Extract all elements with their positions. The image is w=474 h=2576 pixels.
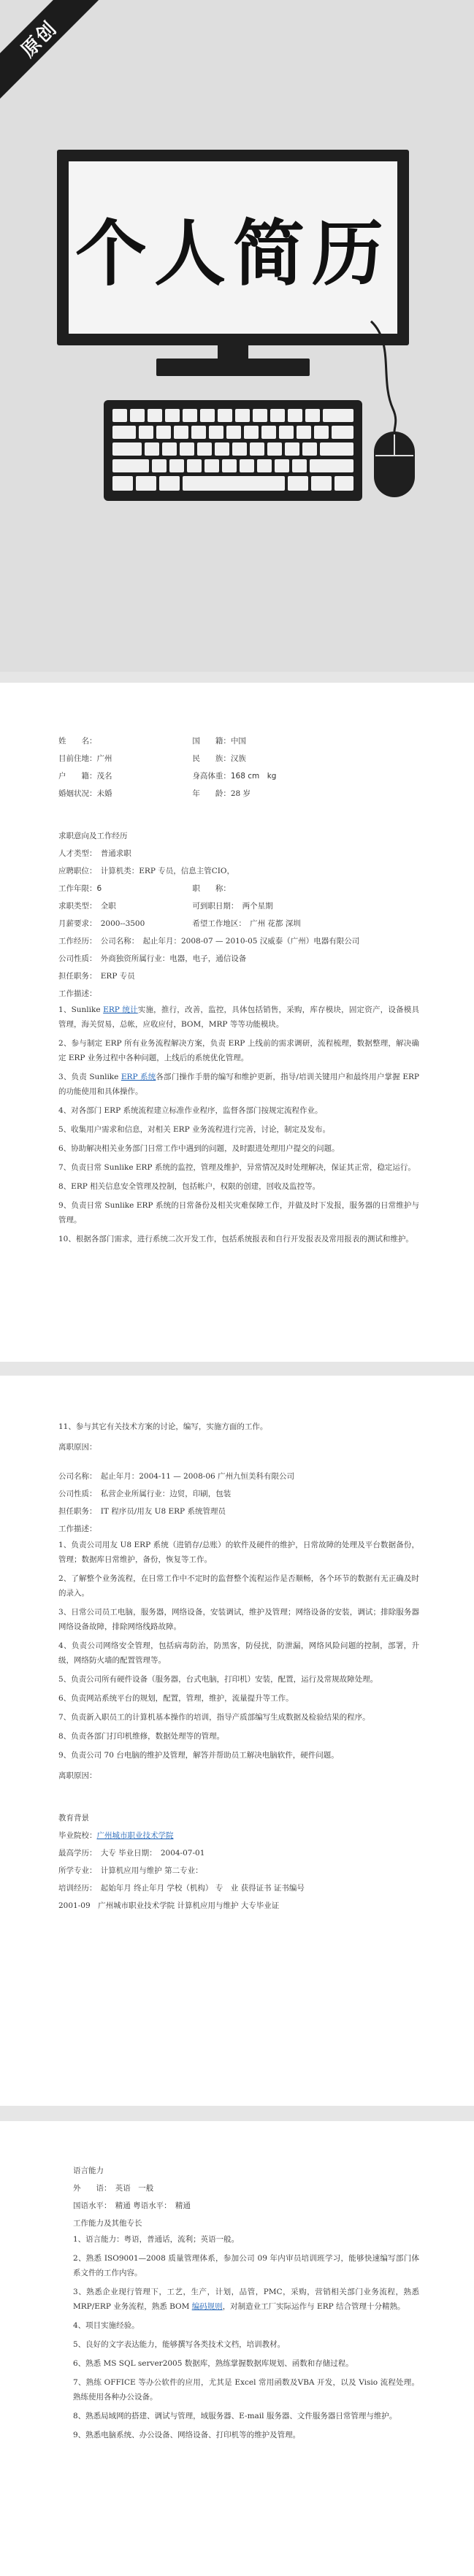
bom-link[interactable]: 编码规则 [191,2302,223,2311]
degree-row: 最高学历： 大专 毕业日期： 2004-07-01 [58,1849,205,1858]
info-value: 广州 [96,754,112,763]
school-row [58,1827,419,1844]
duties-heading: 工作描述： [58,989,97,998]
company2-position: 担任职务： IT 程序员/用友 U8 ERP 系统管理员 [58,1507,226,1516]
original-badge-text: 原创 [17,17,62,62]
resume-page-1 [0,683,474,1362]
skill-item: 4、项目实施经验。 [73,2321,139,2330]
foreign-language: 外 语： 英语 一般 [73,2184,154,2193]
years-label: 工作年限： [58,884,97,893]
info-value: 茂名 [96,772,112,781]
duty-item: 2、参与制定 ERP 所有业务流程解决方案，负责 ERP 上线前的需求调研，流程梳理，数据整理，解决确定 ERP 业务过程中各种问题，上线后的系统优化管理。 [58,1039,419,1062]
info-label: 婚姻状况： [58,789,97,798]
duty-item: 5、收集用户需求和信息，对相关 ERP 业务流程进行完善，讨论，制定及发布。 [58,1125,330,1134]
major-row: 所学专业： 计算机应用与维护 第二专业： [58,1866,203,1875]
skill-item: 2、熟悉 ISO9001—2008 质量管理体系，参加公司 09 年内审员培训班学习，能够快速编写部门体系文件的工作内容。 [73,2254,419,2277]
duty-item: 1、Sunlike ERP 统计实施，推行，改善，监控，具体包括销售，采购，库存模块，固定资产，设备模具管理，海关贸易，总帐，应收应付，BOM，MRP 等等功能模块。 [58,1005,420,1029]
duties-heading: 工作描述： [58,1525,97,1533]
dialect-level: 国语水平： 精通 粤语水平： 精通 [73,2201,191,2210]
cover-title: 个人简历 [74,212,391,296]
info-value: 168 cm kg [230,772,277,781]
company1-period: 工作经历： 公司名称： 起止年月：2008-07 — 2010-05 汉威泰（广州）电器有限公司 [58,937,360,946]
company1-nature: 公司性质： 外商独资所属行业：电器，电子，通信设备 [58,954,247,963]
skill-item: 9、熟悉电脑系统、办公设备、网络设备、打印机等的维护及管理。 [73,2431,301,2439]
duty-item: 3、日常公司员工电脑，服务器，网络设备，安装调试，维护及管理；网络设备的安装，调试；排除服务器网络设备故障，排除网络线路故障。 [58,1608,419,1631]
job-type: 求职类型： 全职 [58,902,116,911]
company2-nature: 公司性质： 私营企业所属行业：边贸，印刷，包装 [58,1490,232,1498]
skills-section [73,2162,419,2447]
info-label: 身高体重： [192,772,231,781]
skill-item: 6、熟悉 MS SQL server2005 数据库，熟练掌握数据库规划、函数和存储过程。 [73,2359,353,2368]
info-value: 未婚 [96,789,112,798]
skill-item: 7、熟练 OFFICE 等办公软件的应用，尤其是 Excel 常用函数及VBA 开发，以及 Visio 流程处理。熟练使用各种办公设备。 [73,2378,419,2401]
erp-link[interactable]: ERP 统计 [103,1005,138,1014]
duty-item: 4、负责公司网络安全管理，包括病毒防治，防黑客，防侵扰，防泄漏，网络风险问题的控制，部署，升级，网络防火墙的配置管理等。 [58,1641,419,1665]
duty-item: 6、负责网站系统平台的规划，配置，管理，维护，流量提升等工作。 [58,1694,294,1703]
years-title-row [58,880,419,897]
specialty-heading: 工作能力及其他专长 [73,2219,142,2228]
info-row [58,767,419,785]
duty-item: 5、负责公司所有硬件设备（服务器，台式电脑，打印机）安装，配置，运行及常规故障处理。 [58,1675,378,1684]
leave-reason: 离职原因： [58,1771,97,1780]
talent-type: 人才类型： 普通求职 [58,849,131,858]
job-title-label: 职 称： [192,884,231,893]
erp-system-link[interactable]: ERP 系统 [121,1073,156,1081]
duty-item: 9、负责公司 70 台电脑的维护及管理，解答并帮助员工解决电脑软件，硬件问题。 [58,1751,339,1760]
duty-item: 4、对各部门 ERP 系统流程建立标准作业程序，监督各部门按规定流程作业。 [58,1106,323,1115]
years-value: 6 [96,884,102,893]
salary-row [58,915,419,932]
company1-position: 担任职务： ERP 专员 [58,972,135,981]
language-heading: 语言能力 [73,2166,104,2175]
duty-item: 3、负责 Sunlike ERP 系统各部门操作手册的编写和维护更新，指导/培训关键用户和最终用户掌握 ERP 的功能使用和具体操作。 [58,1073,419,1096]
duty-item: 11、参与其它有关技术方案的讨论，编写，实施方面的工作。 [58,1422,268,1431]
arrival-date: 可到职日期： 两个星期 [192,902,273,911]
applied-position: 应聘职位： 计算机类：ERP 专员，信息主管CIO， [58,867,235,875]
training-row: 培训经历： 起始年月 终止年月 学校（机构） 专 业 获得证书 证书编号 [58,1884,305,1893]
section-heading: 求职意向及工作经历 [58,832,128,840]
info-label: 国 籍： [192,737,231,745]
salary: 月薪要求： 2000--3500 [58,919,145,928]
info-label: 年 龄： [192,789,231,798]
info-row [58,732,419,750]
education-heading: 教育背景 [58,1814,89,1822]
skill-item: 5、良好的文字表达能力，能够撰写各类技术文档，培训教材。 [73,2340,286,2349]
duty-item: 2、了解整个业务流程，在日常工作中不定时的监督整个流程运作是否顺畅，各个环节的数据有无正确及时的录入。 [58,1574,419,1598]
duty-item: 1、负责公司用友 U8 ERP 系统（进销存/总账）的软件及硬件的维护，日常故障的处理及平台数据备份，管理；数据库日常维护，备份，恢复等工作。 [58,1541,419,1564]
duty-item: 8、ERP 相关信息安全管理及控制，包括帐户，权限的创建，回收及监控等。 [58,1182,321,1191]
basic-info-section [58,732,419,1251]
cover [0,0,474,672]
skill-item: 1、语言能力：粤语，普通话，流利；英语一般。 [73,2235,240,2244]
info-value: 汉族 [230,754,246,763]
info-label: 目前住地： [58,754,97,763]
info-row [58,785,419,802]
skill-item: 3、熟悉企业现行管理下，工艺，生产，计划，品管，PMC，采购，营销相关部门业务流程，熟悉 MRP/ERP 业务流程，熟悉 BOM 编码规则，对制造业工厂实际运作与 ERP 结合管理十分精熟。 [73,2288,419,2311]
work-history-section [58,1419,419,1914]
duty-item: 9、负责日常 Sunlike ERP 系统的日常备份及相关灾难保障工作，并做及时下发报，服务器的日常维护与管理。 [58,1201,419,1224]
info-row [58,750,419,767]
company2-period: 公司名称： 起止年月：2004-11 — 2008-06 广州九恒美科有限公司 [58,1472,295,1481]
info-value: 中国 [230,737,246,745]
skill-item: 8、熟悉局域网的搭建、调试与管理，域服务器、E-mail 服务器、文件服务器日常管理与维护。 [73,2412,397,2420]
duty-item: 6、协助解决相关业务部门日常工作中遇到的问题，及时跟进处理用户提交的问题。 [58,1144,340,1153]
info-label: 户 籍： [58,772,97,781]
duty-item: 7、负责新入职员工的计算机基本操作的培训，指导产质部编写生成数据及检验结果的程序。 [58,1713,370,1722]
job-type-row [58,897,419,915]
info-label: 民 族： [192,754,231,763]
work-location: 希望工作地区： 广州 花都 深圳 [192,919,301,928]
leave-reason: 离职原因： [58,1443,97,1452]
school-label: 毕业院校： [58,1831,97,1840]
mouse-cable [0,0,474,672]
mouse-icon [374,432,415,497]
resume-page-3 [0,2121,474,2576]
school-link[interactable]: 广州城市职业技术学院 [96,1831,174,1840]
resume-page-2 [0,1376,474,2106]
info-label: 姓 名： [58,737,97,745]
info-value: 28 岁 [230,789,251,798]
duty-item: 10、根据各部门需求，进行系统二次开发工作，包括系统报表和自行开发报表及常用报表的测试和维护。 [58,1235,413,1243]
duty-item: 7、负责日常 Sunlike ERP 系统的监控，管理及维护，异常情况及时处理解决，保证其正常，稳定运行。 [58,1163,416,1172]
training-item: 2001-09 广州城市职业技术学院 计算机应用与维护 大专毕业证 [58,1901,280,1910]
duty-item: 8、负责各部门打印机维修，数据处理等的管理。 [58,1732,225,1741]
